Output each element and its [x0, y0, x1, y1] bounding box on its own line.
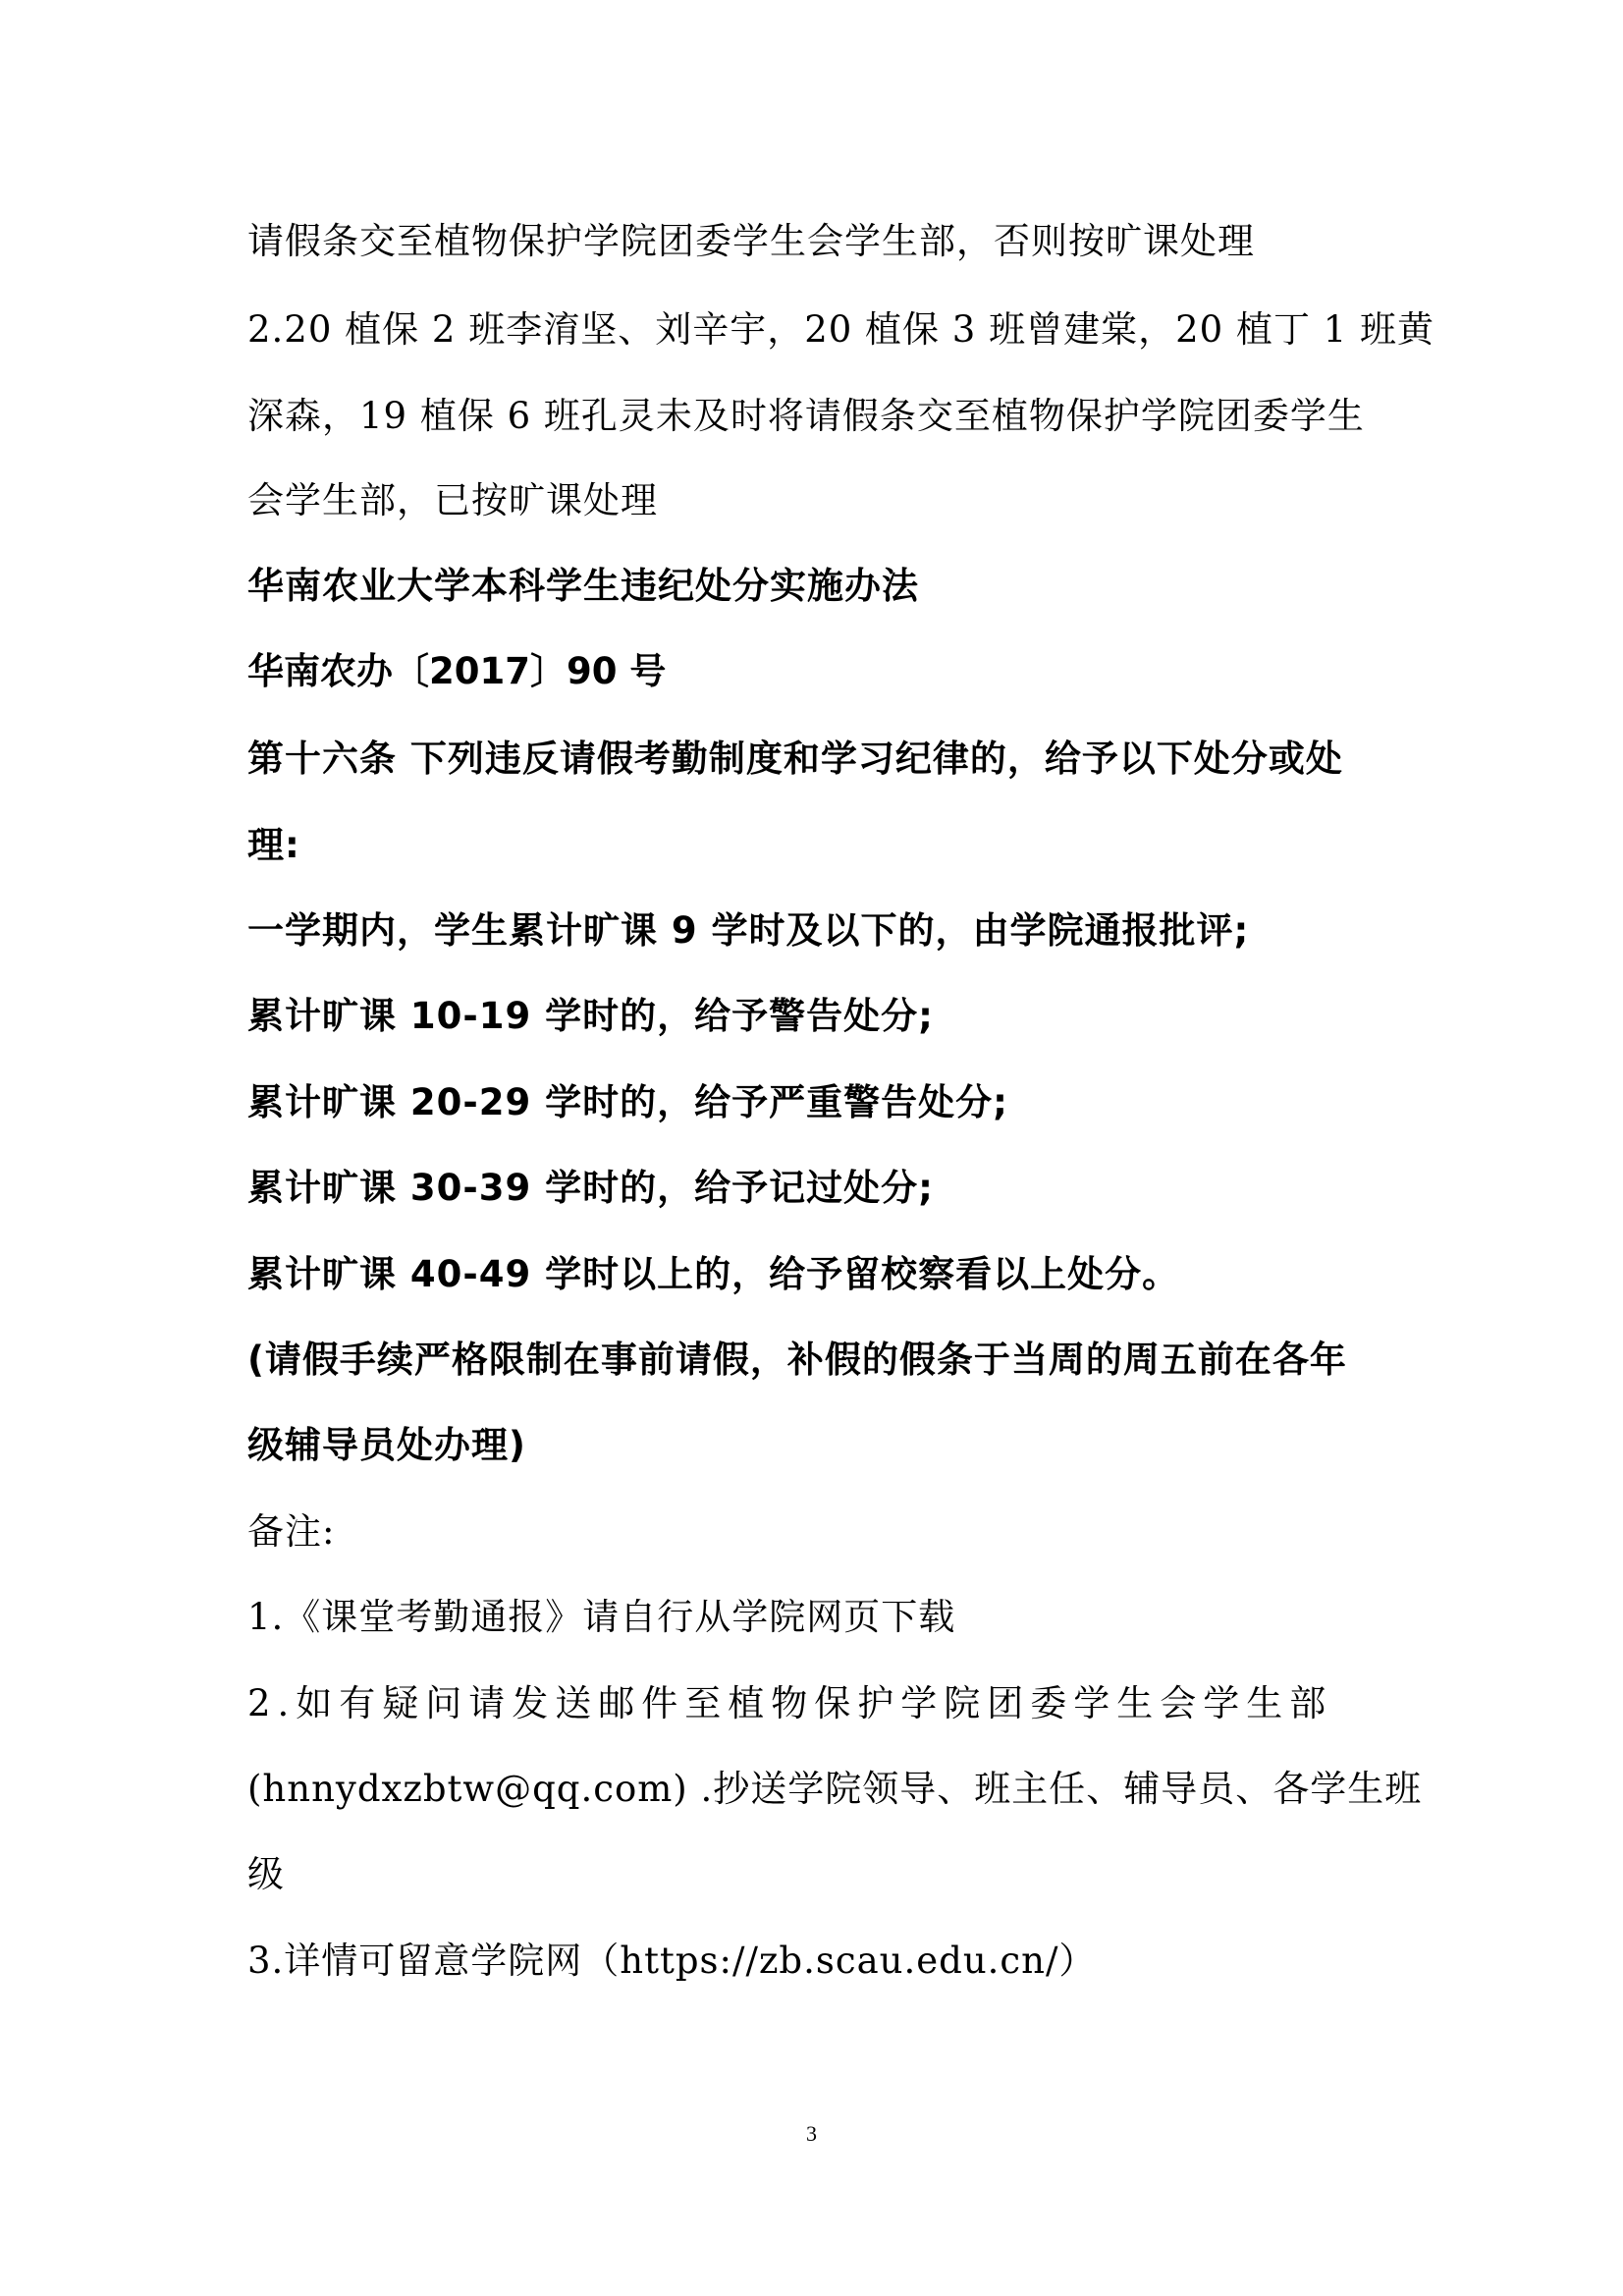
rule-item: 累计旷课 10-19 学时的，给予警告处分;	[247, 995, 934, 1037]
remark-item: 3.详情可留意学院网（https://zb.scau.edu.cn/）	[247, 1940, 1097, 1982]
remark-item-continued: 级	[247, 1853, 285, 1895]
rule-item: 累计旷课 20-29 学时的，给予严重警告处分;	[247, 1081, 1008, 1123]
rule-item: 累计旷课 30-39 学时的，给予记过处分;	[247, 1167, 934, 1209]
paragraph-line: 2.20 植保 2 班李淯坚、刘辛宇，20 植保 3 班曾建棠，20 植丁 1 班黄	[247, 308, 1435, 351]
leave-note-continued: 级辅导员处办理)	[247, 1424, 526, 1466]
leave-note: (请假手续严格限制在事前请假，补假的假条于当周的周五前在各年	[247, 1339, 1347, 1381]
paragraph-line: 会学生部，已按旷课处理	[247, 479, 658, 521]
remarks-heading: 备注:	[247, 1510, 336, 1553]
remark-item: 2.如有疑问请发送邮件至植物保护学院团委学生会学生部	[247, 1682, 1333, 1724]
paragraph-line: 深森，19 植保 6 班孔灵未及时将请假条交至植物保护学院团委学生	[247, 395, 1365, 437]
regulation-title: 华南农业大学本科学生违纪处分实施办法	[247, 565, 919, 607]
regulation-number: 华南农办〔2017〕90 号	[247, 650, 667, 692]
remark-item: 1.《课堂考勤通报》请自行从学院网页下载	[247, 1596, 956, 1638]
rule-item: 累计旷课 40-49 学时以上的，给予留校察看以上处分。	[247, 1253, 1180, 1295]
article-heading: 第十六条 下列违反请假考勤制度和学习纪律的，给予以下处分或处	[247, 738, 1343, 780]
remark-item-continued: (hnnydxzbtw@qq.com) .抄送学院领导、班主任、辅导员、各学生班	[247, 1768, 1423, 1810]
paragraph-line: 请假条交至植物保护学院团委学生会学生部，否则按旷课处理	[247, 220, 1255, 262]
rule-item: 一学期内，学生累计旷课 9 学时及以下的，由学院通报批评;	[247, 909, 1250, 952]
article-heading-continued: 理:	[247, 824, 300, 866]
page-number: 3	[806, 2121, 817, 2146]
